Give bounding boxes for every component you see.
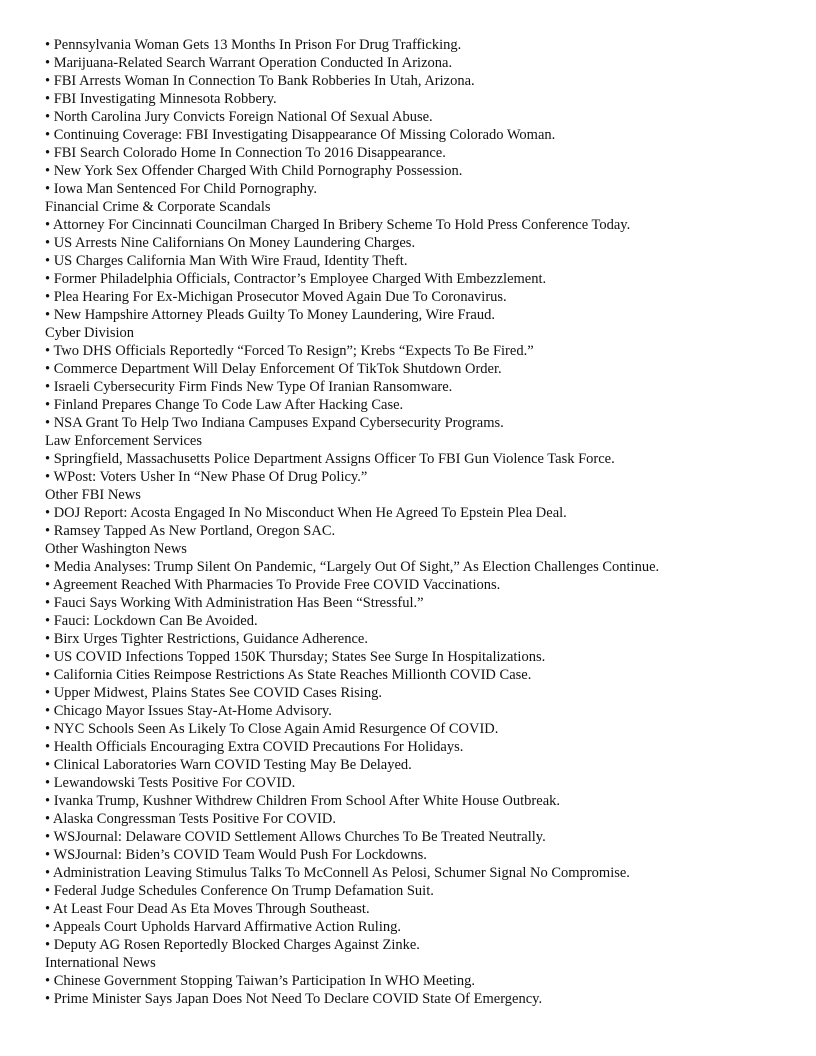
headline-item: • California Cities Reimpose Restrictions As State Reaches Millionth COVID Case.	[45, 667, 532, 683]
headline-item: • North Carolina Jury Convicts Foreign National Of Sexual Abuse.	[45, 109, 433, 125]
news-section	[45, 36, 805, 198]
headline-item: • Attorney For Cincinnati Councilman Charged In Bribery Scheme To Hold Press Conference Today.	[45, 217, 631, 233]
headline-item: • Iowa Man Sentenced For Child Pornography.	[45, 181, 317, 197]
section-heading: International News	[45, 955, 156, 971]
section-heading: Cyber Division	[45, 325, 135, 341]
headline-item: • Fauci Says Working With Administration Has Been “Stressful.”	[45, 595, 424, 611]
headline-item: • Commerce Department Will Delay Enforcement Of TikTok Shutdown Order.	[45, 361, 502, 377]
section-heading: Other Washington News	[45, 541, 187, 557]
headline-item: • New York Sex Offender Charged With Child Pornography Possession.	[45, 163, 463, 179]
headline-item: • US COVID Infections Topped 150K Thursday; States See Surge In Hospitalizations.	[45, 649, 546, 665]
headline-item: • FBI Investigating Minnesota Robbery.	[45, 91, 277, 107]
news-digest-page	[45, 36, 805, 1008]
headline-item: • Springfield, Massachusetts Police Department Assigns Officer To FBI Gun Violence Task Force.	[45, 451, 615, 467]
headline-item: • FBI Arrests Woman In Connection To Bank Robberies In Utah, Arizona.	[45, 73, 475, 89]
headline-item: • At Least Four Dead As Eta Moves Through Southeast.	[45, 901, 370, 917]
headline-item: • Continuing Coverage: FBI Investigating Disappearance Of Missing Colorado Woman.	[45, 127, 556, 143]
headline-item: • Birx Urges Tighter Restrictions, Guidance Adherence.	[45, 631, 368, 647]
news-section	[45, 486, 805, 540]
headline-item: • Appeals Court Upholds Harvard Affirmative Action Ruling.	[45, 919, 401, 935]
news-section	[45, 198, 805, 324]
headline-item: • Marijuana-Related Search Warrant Operation Conducted In Arizona.	[45, 55, 453, 71]
headline-item: • Administration Leaving Stimulus Talks To McConnell As Pelosi, Schumer Signal No Compromise.	[45, 865, 630, 881]
news-section	[45, 324, 805, 432]
headline-item: • Alaska Congressman Tests Positive For COVID.	[45, 811, 336, 827]
headline-item: • WSJournal: Delaware COVID Settlement Allows Churches To Be Treated Neutrally.	[45, 829, 546, 845]
headline-item: • New Hampshire Attorney Pleads Guilty To Money Laundering, Wire Fraud.	[45, 307, 495, 323]
headline-item: • Prime Minister Says Japan Does Not Need To Declare COVID State Of Emergency.	[45, 991, 543, 1007]
headline-item: • US Arrests Nine Californians On Money Laundering Charges.	[45, 235, 416, 251]
headline-item: • Deputy AG Rosen Reportedly Blocked Charges Against Zinke.	[45, 937, 420, 953]
news-section	[45, 432, 805, 486]
headline-item: • Two DHS Officials Reportedly “Forced To Resign”; Krebs “Expects To Be Fired.”	[45, 343, 534, 359]
headline-item: • Ivanka Trump, Kushner Withdrew Children From School After White House Outbreak.	[45, 793, 561, 809]
news-section	[45, 540, 805, 954]
headline-item: • Former Philadelphia Officials, Contractor’s Employee Charged With Embezzlement.	[45, 271, 547, 287]
headline-item: • NSA Grant To Help Two Indiana Campuses Expand Cybersecurity Programs.	[45, 415, 504, 431]
headline-item: • Israeli Cybersecurity Firm Finds New Type Of Iranian Ransomware.	[45, 379, 453, 395]
headline-item: • Chinese Government Stopping Taiwan’s Participation In WHO Meeting.	[45, 973, 476, 989]
headline-item: • Fauci: Lockdown Can Be Avoided.	[45, 613, 258, 629]
headline-item: • WSJournal: Biden’s COVID Team Would Push For Lockdowns.	[45, 847, 427, 863]
headline-item: • Agreement Reached With Pharmacies To Provide Free COVID Vaccinations.	[45, 577, 501, 593]
headline-item: • Health Officials Encouraging Extra COVID Precautions For Holidays.	[45, 739, 464, 755]
section-heading: Other FBI News	[45, 487, 141, 503]
headline-item: • Lewandowski Tests Positive For COVID.	[45, 775, 296, 791]
section-heading: Law Enforcement Services	[45, 433, 203, 449]
headline-item: • Finland Prepares Change To Code Law After Hacking Case.	[45, 397, 404, 413]
headline-item: • Federal Judge Schedules Conference On Trump Defamation Suit.	[45, 883, 434, 899]
headline-item: • Plea Hearing For Ex-Michigan Prosecutor Moved Again Due To Coronavirus.	[45, 289, 507, 305]
news-section	[45, 954, 805, 1008]
headline-item: • Media Analyses: Trump Silent On Pandemic, “Largely Out Of Sight,” As Election Challenges Continue.	[45, 559, 660, 575]
headline-item: • Pennsylvania Woman Gets 13 Months In Prison For Drug Trafficking.	[45, 37, 462, 53]
headline-item: • Chicago Mayor Issues Stay-At-Home Advisory.	[45, 703, 332, 719]
section-heading: Financial Crime & Corporate Scandals	[45, 199, 271, 215]
headline-item: • US Charges California Man With Wire Fraud, Identity Theft.	[45, 253, 408, 269]
headline-item: • NYC Schools Seen As Likely To Close Again Amid Resurgence Of COVID.	[45, 721, 499, 737]
headline-item: • WPost: Voters Usher In “New Phase Of Drug Policy.”	[45, 469, 368, 485]
headline-item: • DOJ Report: Acosta Engaged In No Misconduct When He Agreed To Epstein Plea Deal.	[45, 505, 567, 521]
headline-item: • FBI Search Colorado Home In Connection To 2016 Disappearance.	[45, 145, 446, 161]
headline-item: • Upper Midwest, Plains States See COVID Cases Rising.	[45, 685, 382, 701]
headline-item: • Clinical Laboratories Warn COVID Testing May Be Delayed.	[45, 757, 412, 773]
headline-item: • Ramsey Tapped As New Portland, Oregon SAC.	[45, 523, 336, 539]
